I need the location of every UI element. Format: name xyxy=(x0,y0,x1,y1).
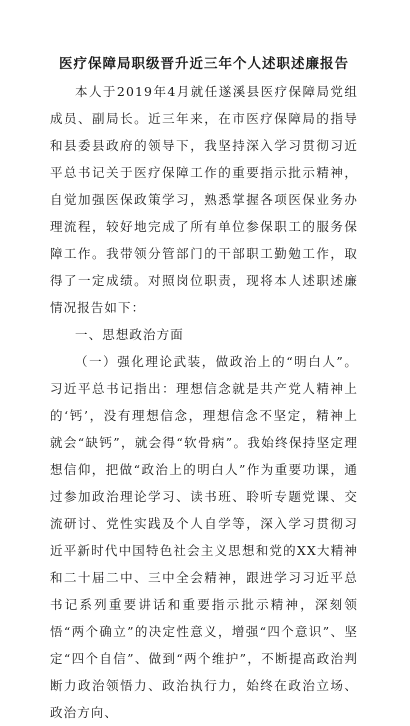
subsection-paragraph: （一）强化理论武装，做政治上的“明白人”。习近平总书记指出：理想信念就是共产党人精神上的‘钙’，没有理想信念，理想信念不坚定，精神上就会“缺钙”，就会得“软骨病”。我始终保持坚定理想信仰，把做“政治上的明白人”作为重要功课，通过参加政治理论学习、读书班、聆听专题党课、交流研讨、党性实践及个人自学等，深入学习贯彻习近平新时代中国特色社会主义思想和党的XX大精神和二十届二中、三中全会精神，跟进学习习近平总书记系列重要讲话和重要指示批示精神，深刻领悟“两个确立”的决定性意义，增强“四个意识”、坚定“四个自信”、做到“两个维护”，不断提高政治判断力政治领悟力、政治执行力，始终在政治立场、政治方向、 xyxy=(50,354,358,720)
intro-paragraph: 本人于2019年4月就任遂溪县医疗保障局党组成员、副局长。近三年来，在市医疗保障局的指导和县委县政府的领导下，我坚持深入学习贯彻习近平总书记关于医疗保障工作的重要指示批示精神，自觉加强医保政策学习，熟悉掌握各项医保业务办理流程，较好地完成了所有单位参保职工的服务保障工作。我带领分管部门的干部职工勤勉工作，取得了一定成绩。对照岗位职责，现将本人述职述廉情况报告如下： xyxy=(50,84,358,315)
document-title: 医疗保障局职级晋升近三年个人述职述廉报告 xyxy=(59,56,349,72)
section-heading: 一、思想政治方面 xyxy=(75,327,184,342)
